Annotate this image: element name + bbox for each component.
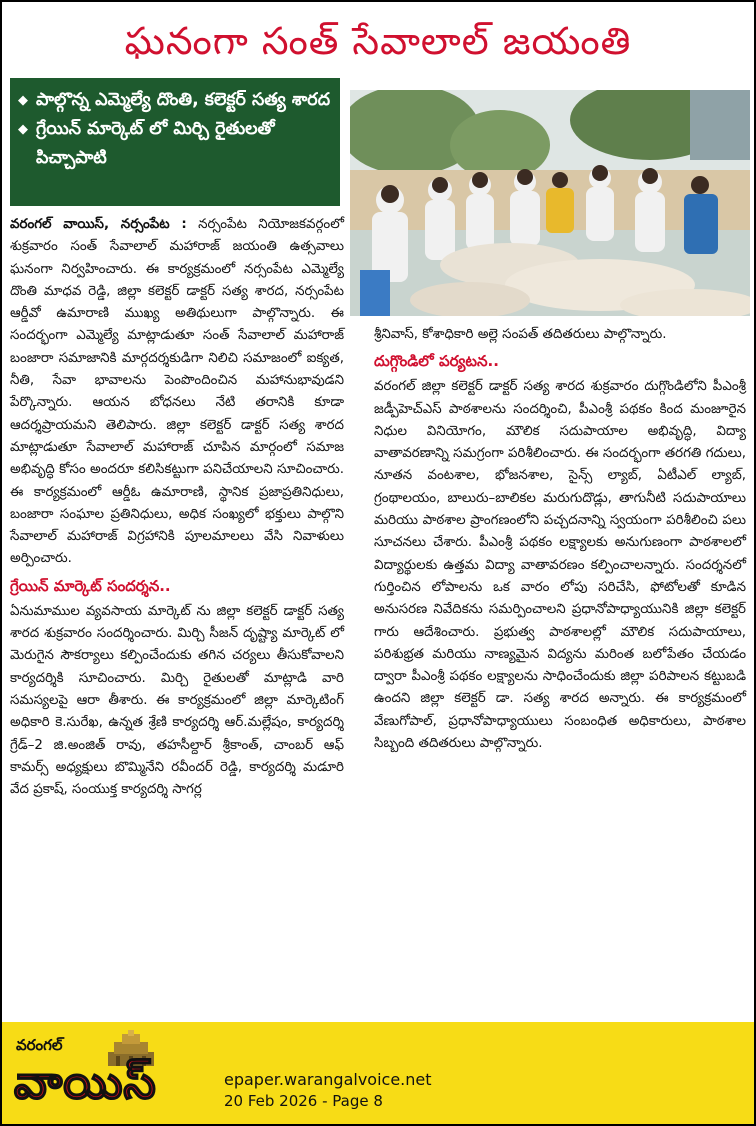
crowd-photo-illustration xyxy=(350,90,750,316)
diamond-bullet-icon: ◆ xyxy=(18,93,28,108)
column-left xyxy=(10,214,344,801)
headline: ఘనంగా సంత్ సేవాలాల్ జయంతి xyxy=(124,19,632,63)
paragraph-text: నర్సంపేట నియోజకవర్గంలో శుక్రవారం సంత్ సేవాలాల్ మహారాజ్ జయంతి ఉత్సవాలు ఘనంగా నిర్వహించారు. ఈ కార్యక్రమంలో నర్సంపేట ఎమ్మెల్యే దొంతి మాధవ రెడ్డి, జిల్లా కలెక్టర్ డాక్టర్ సత్య శారద, నర్సంపేట ఆర్డీవో ఉమారాణి ముఖ్య అతిథులుగా పాల్గొన్నారు. ఈ సందర్భంగా ఎమ్మెల్యే మాట్లాడుతూ సంత్ సేవాలాల్ మహారాజ్ బంజారా సమాజానికి మార్గదర్శకుడిగా నిలిచి సమాజంలో ఐక్యత, నీతి, సేవా భావాలను పెంపొందించిన మహానుభావుడని పేర్కొన్నారు. ఆయన బోధనలు నేటి తరానికి కూడా ఆదర్శప్రాయమని తెలిపారు. జిల్లా కలెక్టర్ డాక్టర్ సత్య శారద మాట్లాడుతూ సేవాలాల్ మహారాజ్ చూపిన మార్గంలో సమాజ అభివృద్ధి కోసం అందరూ కలిసికట్టుగా పనిచేయాలని సూచించారు. ఈ కార్యక్రమంలో ఆర్డీఓ ఉమారాణి, స్థానిక ప్రజాప్రతినిధులు, బంజారా సంఘాల ప్రతినిధులు, అధిక సంఖ్యలో భక్తులు పాల్గొని సేవాలాల్ మహారాజ్ విగ్రహానికి పూలమాలలు వేసి నివాళులు అర్పించారు. xyxy=(10,217,344,567)
subheading: దుగ్గొండిలో పర్యటన.. xyxy=(374,352,499,371)
highlight-text: పాల్గొన్న ఎమ్మెల్యే దొంతి, కలెక్టర్ సత్య శారద xyxy=(36,90,331,110)
paragraph: వరంగల్ జిల్లా కలెక్టర్ డాక్టర్ సత్య శారద శుక్రవారం దుగ్గొండిలోని పీఎంశ్రీ జడ్పీహెచ్ఎస్ పాఠశాలను సందర్శించి, పీఎంశ్రీ పథకం కింద మంజూరైన నిధుల వినియోగం, మౌలిక సదుపాయాల అభివృద్ధి, విద్యా వాతావరణాన్ని సమగ్రంగా పరిశీలించారు. ఈ సందర్భంగా తరగతి గదులు, నూతన వంటశాల, భోజనశాల, సైన్స్ ల్యాబ్, ఏటీఎల్ ల్యాబ్, గ్రంథాలయం, బాలురు–బాలికల మరుగుదొడ్లు, తాగునీటి సదుపాయాలు మరియు పాఠశాల ప్రాంగణంలోని పచ్చదనాన్ని స్వయంగా పరిశీలించి పలు సూచనలు చేశారు. పీఎంశ్రీ పథకం లక్ష్యాలకు అనుగుణంగా పాఠశాలలో విద్యార్థులకు ఉత్తమ విద్యా వాతావరణం కల్పించాలన్నారు. సందర్శనలో గుర్తించిన లోపాలను ఒక వారం లోపు సరిచేసి, ఫోటోలతో కూడిన అనుసరణ నివేదికను సమర్పించాలని ప్రధానోపాధ్యాయునికి జిల్లా కలెక్టర్ గారు ఆదేశించారు. ప్రభుత్వ పాఠశాలల్లో మౌలిక సదుపాయాలు, పరిశుభ్రత మరియు నాణ్యమైన విద్యను మరింత బలోపేతం చేయడం ద్వారా పీఎంశ్రీ పథకం లక్ష్యాలను సాధించేందుకు జిల్లా పరిపాలన కట్టుబడి ఉందని జిల్లా కలెక్టర్ డా. సత్య శారద అన్నారు. ఈ కార్యక్రమంలో వేణుగోపాల్, ప్రధానోపాధ్యాయులు సంబంధిత అధికారులు, పాఠశాల సిబ్బంది తదితరులు పాల్గొన్నారు. xyxy=(374,379,746,752)
date-page-label: 20 Feb 2026 - Page 8 xyxy=(224,1092,383,1110)
highlight-item xyxy=(18,86,334,115)
footer-band xyxy=(2,1022,754,1124)
paragraph xyxy=(10,214,344,571)
dateline: వరంగల్ వాయిస్, నర్సంపేట : xyxy=(10,217,187,232)
logo-small-text: వరంగల్ xyxy=(16,1036,63,1054)
column-right xyxy=(374,324,746,755)
subheading: గ్రేయిన్ మార్కెట్ సందర్శన.. xyxy=(10,576,171,595)
highlights-box xyxy=(10,78,340,206)
highlight-text: గ్రేయిన్ మార్కెట్ లో మిర్చి రైతులతో పిచ్చాపాటి xyxy=(36,119,275,168)
epaper-url[interactable]: epaper.warangalvoice.net xyxy=(224,1070,432,1089)
paragraph: ఏనుమాముల వ్యవసాయ మార్కెట్ ను జిల్లా కలెక్టర్ డాక్టర్ సత్య శారద శుక్రవారం సందర్శించారు. మిర్చి సీజన్ దృష్ట్యా మార్కెట్ లో మెరుగైన సౌకర్యాలు కల్పించేందుకు తగిన చర్యలు తీసుకోవాలని కార్యదర్శికి సూచించారు. మిర్చి రైతులతో మాట్లాడి వారి సమస్యలపై ఆరా తీశారు. ఈ కార్యక్రమంలో జిల్లా మార్కెటింగ్ అధికారి కె.సురేఖ, ఉన్నత శ్రేణి కార్యదర్శి ఆర్.మల్లేషం, కార్యదర్శి గ్రేడ్–2 జి.అంజిత్ రావు, తహసీల్దార్ శ్రీకాంత్, చాంబర్ ఆఫ్ కామర్స్ అధ్యక్షులు బొమ్మినేని రవీందర్ రెడ్డి, కార్యదర్శి మడూరి వేద ప్రకాష్, సంయుక్త కార్యదర్శి సాగర్ల xyxy=(10,603,344,798)
highlight-item xyxy=(18,115,334,173)
warangal-voice-logo[interactable] xyxy=(14,1030,210,1118)
diamond-bullet-icon: ◆ xyxy=(18,122,28,137)
event-photo xyxy=(350,90,750,316)
paragraph: శ్రీనివాస్, కోశాధికారి అల్లె సంపత్ తదితరులు పాల్గొన్నారు. xyxy=(374,327,667,342)
logo-big-text: వాయిస్ xyxy=(14,1055,157,1109)
